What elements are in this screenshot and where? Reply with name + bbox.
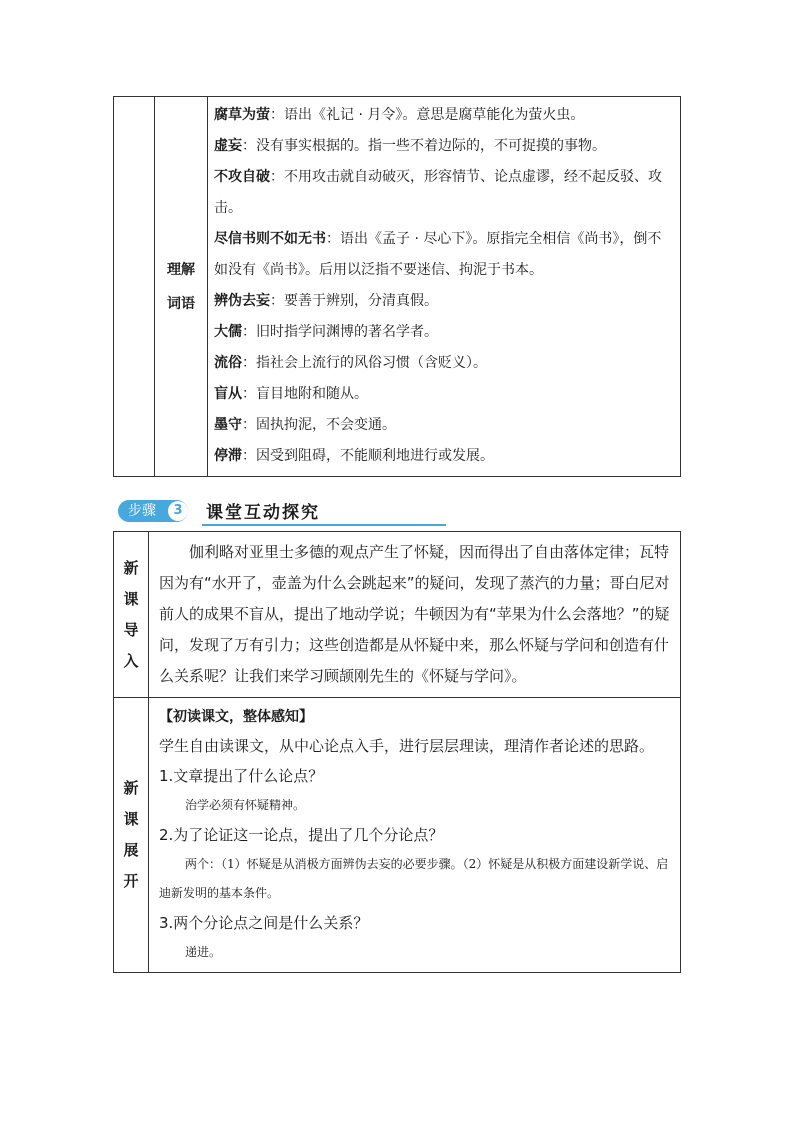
vocab-entry: 尽信书则不如无书：语出《孟子 · 尽心下》。原指完全相信《尚书》，倒不如没有《尚书》。后用以泛指不要迷信、拘泥于书本。: [214, 231, 662, 278]
vocab-entry: 流俗：指社会上流行的风俗习惯（含贬义）。: [214, 355, 487, 371]
vocab-entry: 停滞：因受到阻碍，不能顺利地进行或发展。: [214, 448, 494, 464]
answer-3: 递进。: [185, 945, 222, 959]
expand-content: [149, 698, 681, 973]
vocab-entry: 不攻自破：不用攻击就自动破灭，形容情节、论点虚谬，经不起反驳、攻击。: [214, 169, 662, 216]
step-badge: 步骤 3: [118, 500, 188, 522]
section-heading: 【初读课文，整体感知】: [159, 709, 313, 725]
answer-2: 两个：（1）怀疑是从消极方面辨伪去妄的必要步骤。（2）怀疑是从积极方面建设新学说、启迪新发明的基本条件。: [159, 857, 669, 900]
expand-row: [114, 698, 681, 973]
question-1: 1.文章提出了什么论点？: [159, 767, 324, 785]
vocab-entries: [208, 97, 681, 477]
vocab-entry: 墨守：固执拘泥，不会变通。: [214, 417, 396, 433]
question-2: 2.为了论证这一论点，提出了几个分论点？: [159, 826, 444, 844]
vocab-entry: 盲从：盲目地附和随从。: [214, 386, 368, 402]
vocab-entry: 辨伪去妄：要善于辨别，分清真假。: [214, 293, 438, 309]
step-title: 课堂互动探究: [206, 503, 320, 523]
vocabulary-table: [113, 96, 681, 477]
step-number: 3: [168, 501, 188, 521]
question-3: 3.两个分论点之间是什么关系？: [159, 914, 369, 932]
expand-label: 新 课 展 开: [114, 698, 149, 973]
section-label-understand-words: 理解 词语: [155, 97, 208, 477]
answer-1: 治学必须有怀疑精神。: [185, 798, 306, 812]
intro-text: 伽利略对亚里士多德的观点产生了怀疑，因而得出了自由落体定律；瓦特因为有“水开了，壶盖为什么会跳起来”的疑问，发现了蒸汽的力量；哥白尼对前人的成果不盲从，提出了地动学说；牛顿因为有“苹果为什么会落地？”的疑问，发现了万有引力；这些创造都是从怀疑中来，那么怀疑与学问和创造有什么关系呢？让我们来学习顾颉刚先生的《怀疑与学问》。: [159, 543, 670, 685]
vocab-entry: 大儒：旧时指学问渊博的著名学者。: [214, 324, 438, 340]
intro-content: [149, 532, 681, 698]
classroom-table: [113, 531, 681, 973]
vocab-entry: 腐草为萤：语出《礼记 · 月令》。意思是腐草能化为萤火虫。: [214, 107, 585, 123]
step-underline: [202, 524, 446, 526]
blank-column: [114, 97, 155, 477]
vocab-entry: 虚妄：没有事实根据的。指一些不着边际的，不可捉摸的事物。: [214, 138, 606, 154]
intro-row: [114, 532, 681, 698]
instruction-text: 学生自由读课文，从中心论点入手，进行层层理读，理清作者论述的思路。: [159, 737, 655, 755]
intro-label: 新 课 导 入: [114, 532, 149, 698]
